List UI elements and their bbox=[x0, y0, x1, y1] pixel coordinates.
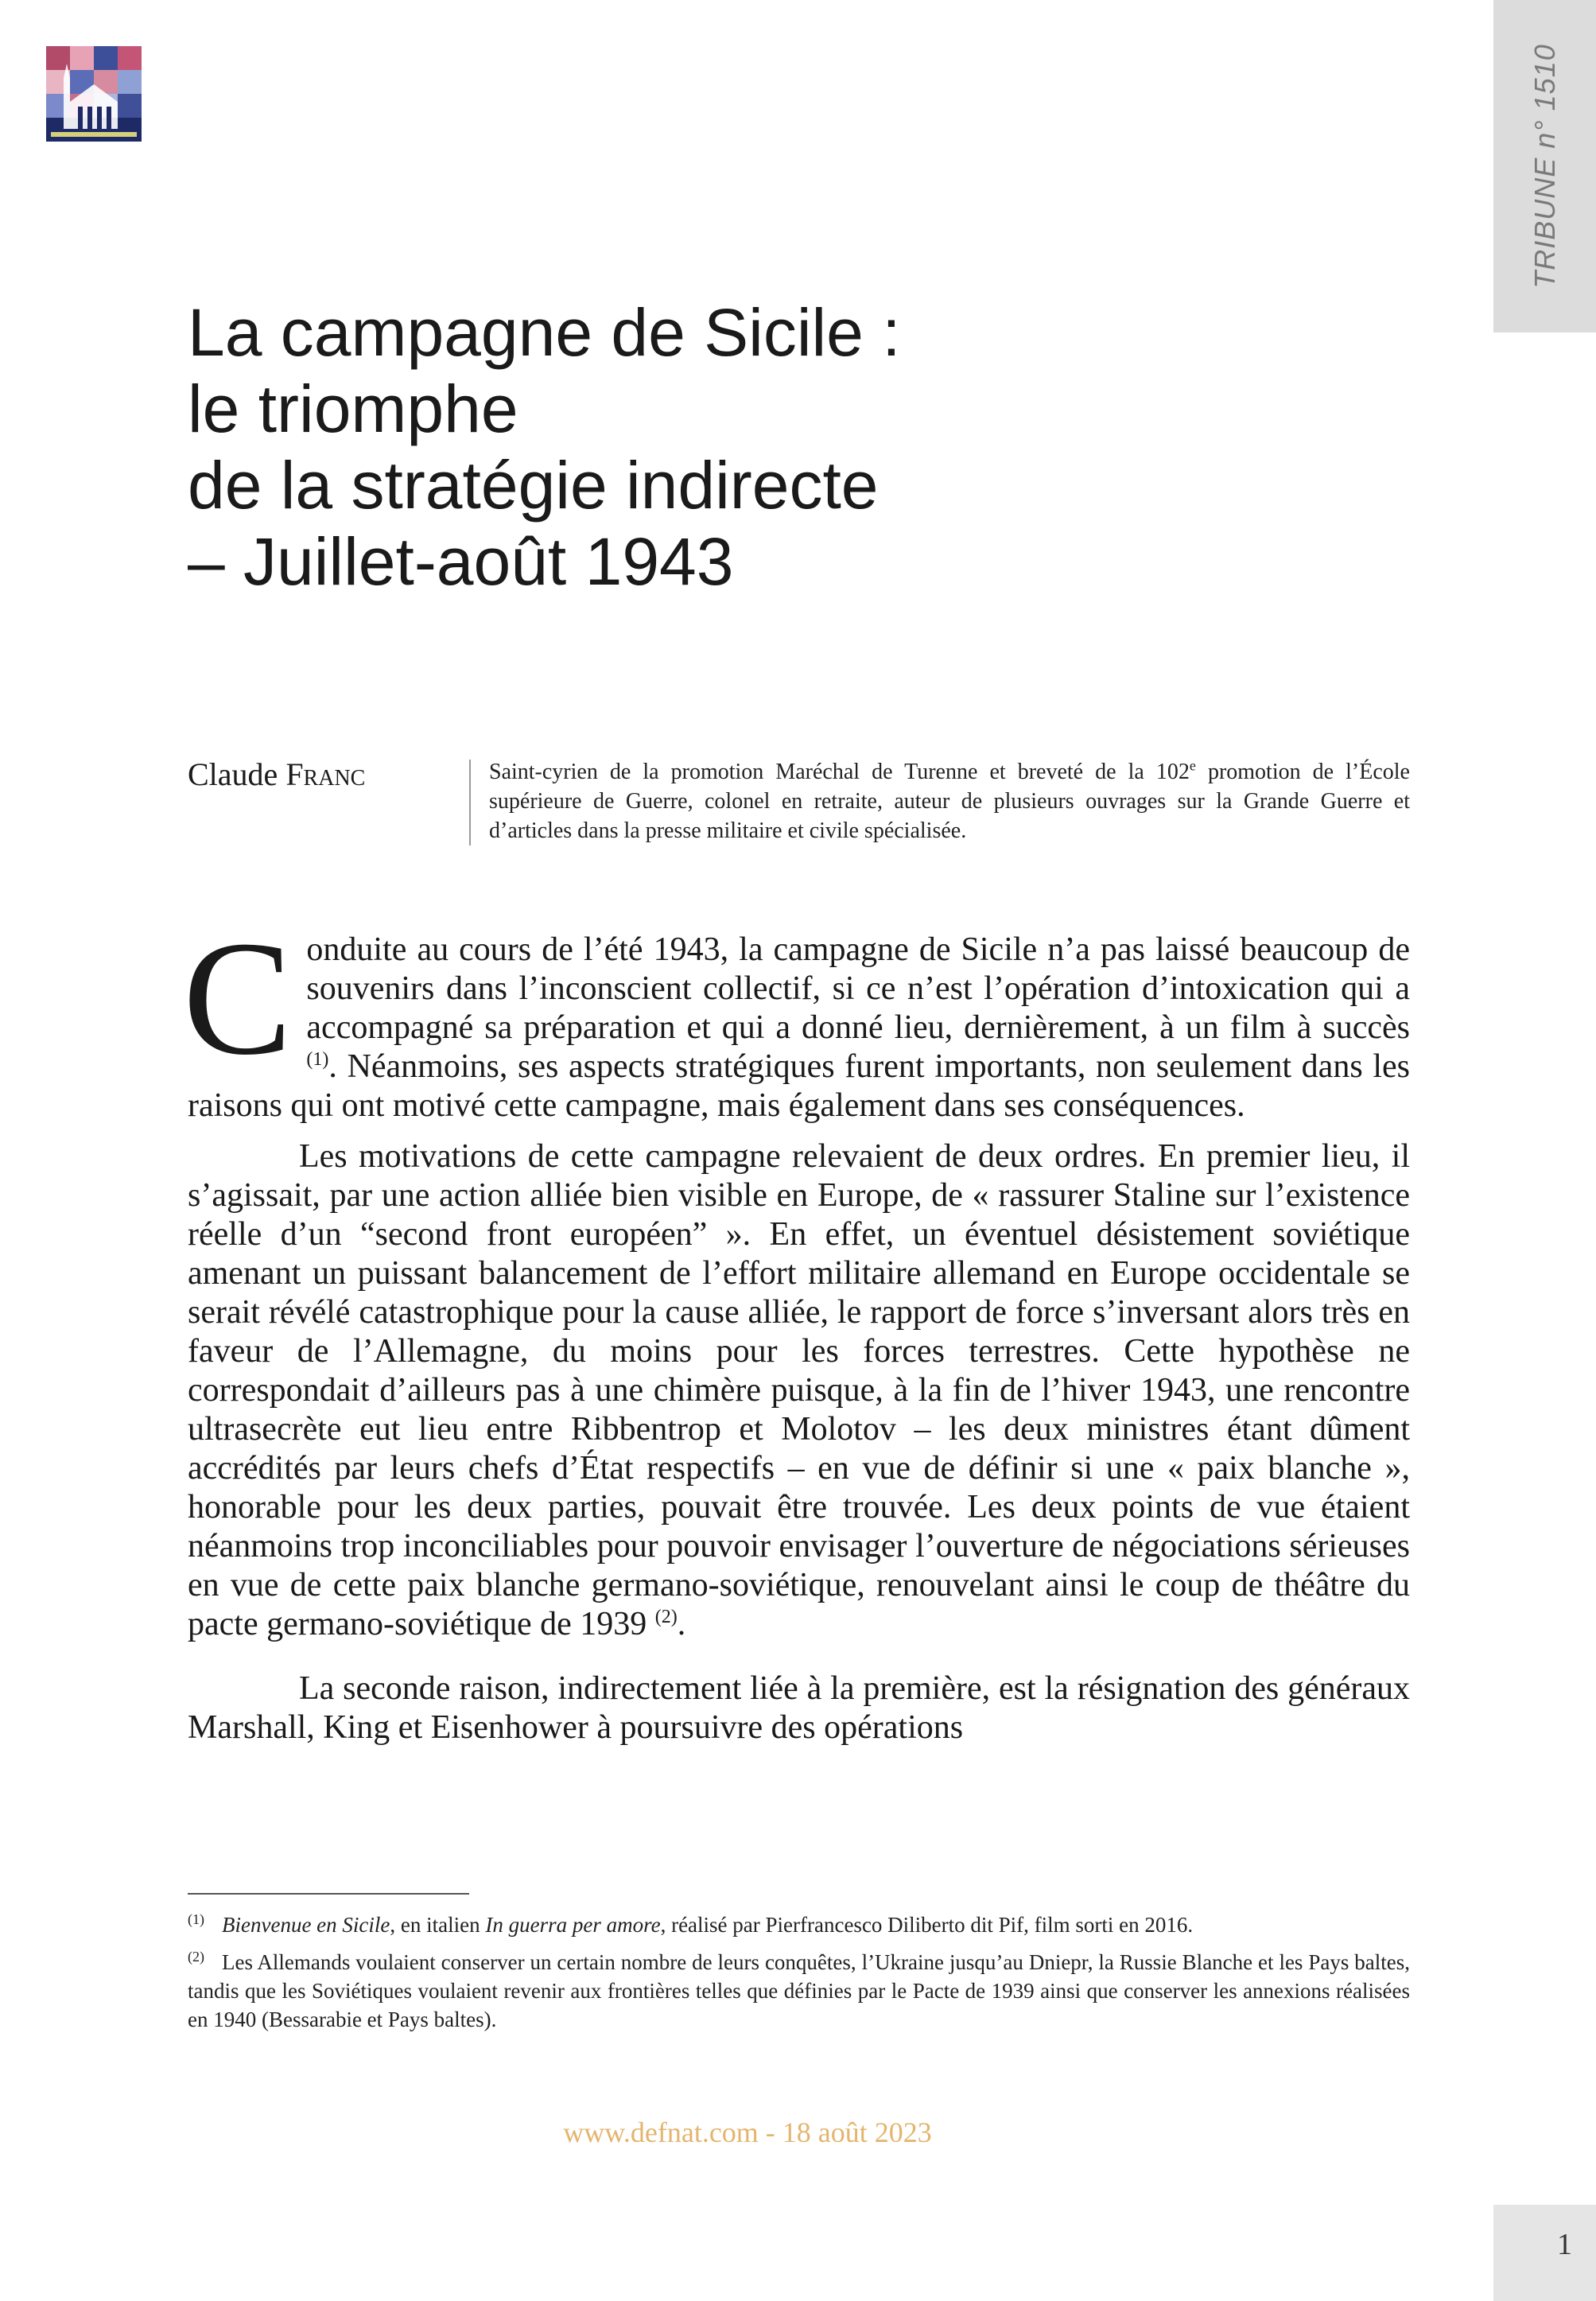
paragraph-3 bbox=[188, 1669, 1410, 1747]
tribune-side-tab bbox=[1493, 0, 1596, 332]
page-number-tab bbox=[1493, 2205, 1596, 2301]
paragraph-3-text: La seconde raison, indirectement liée à la première, est la résignation des généraux Marshall, King et Eisenhower à poursuivre des opérations bbox=[188, 1670, 1410, 1746]
tribune-number-label: TRIBUNE n° 1510 bbox=[1528, 44, 1561, 289]
title-line-2: le triomphe bbox=[188, 371, 518, 446]
footer-website-date[interactable]: www.defnat.com - 18 août 2023 bbox=[563, 2116, 932, 2148]
author-last-name: Franc bbox=[285, 756, 366, 792]
footnote-2-number: (2) bbox=[188, 1949, 204, 1965]
institution-building-logo-icon bbox=[46, 46, 142, 142]
footnote-1-number: (1) bbox=[188, 1911, 204, 1927]
title-line-3: de la stratégie indirecte bbox=[188, 448, 879, 523]
author-name bbox=[188, 756, 365, 793]
title-line-1: La campagne de Sicile : bbox=[188, 295, 901, 370]
author-bio bbox=[489, 757, 1410, 845]
paragraph-1-text: onduite au cours de l’été 1943, la campagne de Sicile n’a pas laissé beaucoup de souvenirs dans l’inconscient collectif, si ce n’est l’opération d’intoxication qui a accompagné sa préparation et qui a donné lieu, dernièrement, à un film à succès bbox=[306, 931, 1410, 1046]
title-line-4: – Juillet-août 1943 bbox=[188, 524, 734, 599]
footnote-1-mid: , en italien bbox=[390, 1913, 486, 1937]
article-body bbox=[183, 907, 1410, 1747]
institution-logo bbox=[46, 46, 142, 142]
footnote-1 bbox=[188, 1905, 1410, 1939]
paragraph-2-text-end: . bbox=[677, 1606, 686, 1642]
bio-text-start: Saint-cyrien de la promotion Maréchal de Turenne et breveté de la 102 bbox=[489, 760, 1190, 784]
footnote-ref-2[interactable]: (2) bbox=[654, 1607, 678, 1627]
footnote-1-film-title: Bienvenue en Sicile bbox=[222, 1913, 390, 1937]
footnote-2-text: Les Allemands voulaient conserver un certain nombre de leurs conquêtes, l’Ukraine jusqu’au Dniepr, la Russie Blanche et les Pays baltes, tandis que les Soviétiques voulaient revenir aux frontières telles que définies par le Pacte de 1939 ainsi que conserver les annexions réalisées en 1940 (Bessarabie et Pays baltes). bbox=[188, 1950, 1410, 2031]
article-title bbox=[188, 294, 1380, 600]
bio-text-end: promotion de l’École supérieure de Guerre, colonel en retraite, auteur de plusieurs ouvrages sur la Grande Guerre et d’articles dans la presse militaire et civile spécialisée. bbox=[489, 760, 1410, 843]
footnote-2 bbox=[188, 1942, 1410, 2034]
bio-superscript: e bbox=[1189, 757, 1196, 774]
drop-cap: C bbox=[183, 907, 293, 1089]
paragraph-1-text-end: . Néanmoins, ses aspects stratégiques furent importants, non seulement dans les raisons qui ont motivé cette campagne, mais également dans ses conséquences. bbox=[188, 1048, 1410, 1124]
footnote-1-italian-title: In guerra per amore bbox=[485, 1913, 661, 1937]
bio-divider bbox=[469, 760, 471, 845]
page-number: 1 bbox=[1557, 2228, 1572, 2261]
footnotes bbox=[188, 1905, 1410, 2037]
author-first-name: Claude bbox=[188, 756, 286, 792]
paragraph-1 bbox=[183, 907, 1410, 1125]
footnote-1-rest: , réalisé par Pierfrancesco Diliberto dit Pif, film sorti en 2016. bbox=[660, 1913, 1194, 1937]
paragraph-2-text: Les motivations de cette campagne relevaient de deux ordres. En premier lieu, il s’agissait, par une action alliée bien visible en Europe, de « rassurer Staline sur l’existence réelle d’un “second front européen” ». En effet, un éventuel désistement soviétique amenant un puissant balancement de l’effort militaire allemand en Europe occidentale se serait révélé catastrophique pour la cause alliée, le rapport de force s’inversant alors très en faveur de l’Allemagne, du moins pour les forces terrestres. Cette hypothèse ne correspondait d’ailleurs pas à une chimère puisque, à la fin de l’hiver 1943, une rencontre ultrasecrète eut lieu entre Ribbentrop et Molotov – les deux ministres étant dûment accrédités par leurs chefs d’État respectifs – en vue de définir si une « paix blanche », honorable pour les deux parties, pouvait être trouvée. Les deux points de vue étaient néanmoins trop inconciliables pour pouvoir envisager l’ouverture de négociations sérieuses en vue de cette paix blanche germano-soviétique, renouvelant ainsi le coup de théâtre du pacte germano-soviétique de 1939 bbox=[188, 1138, 1410, 1642]
footnote-ref-1[interactable]: (1) bbox=[306, 1049, 329, 1070]
footnote-divider bbox=[188, 1893, 469, 1895]
paragraph-2 bbox=[188, 1137, 1410, 1644]
